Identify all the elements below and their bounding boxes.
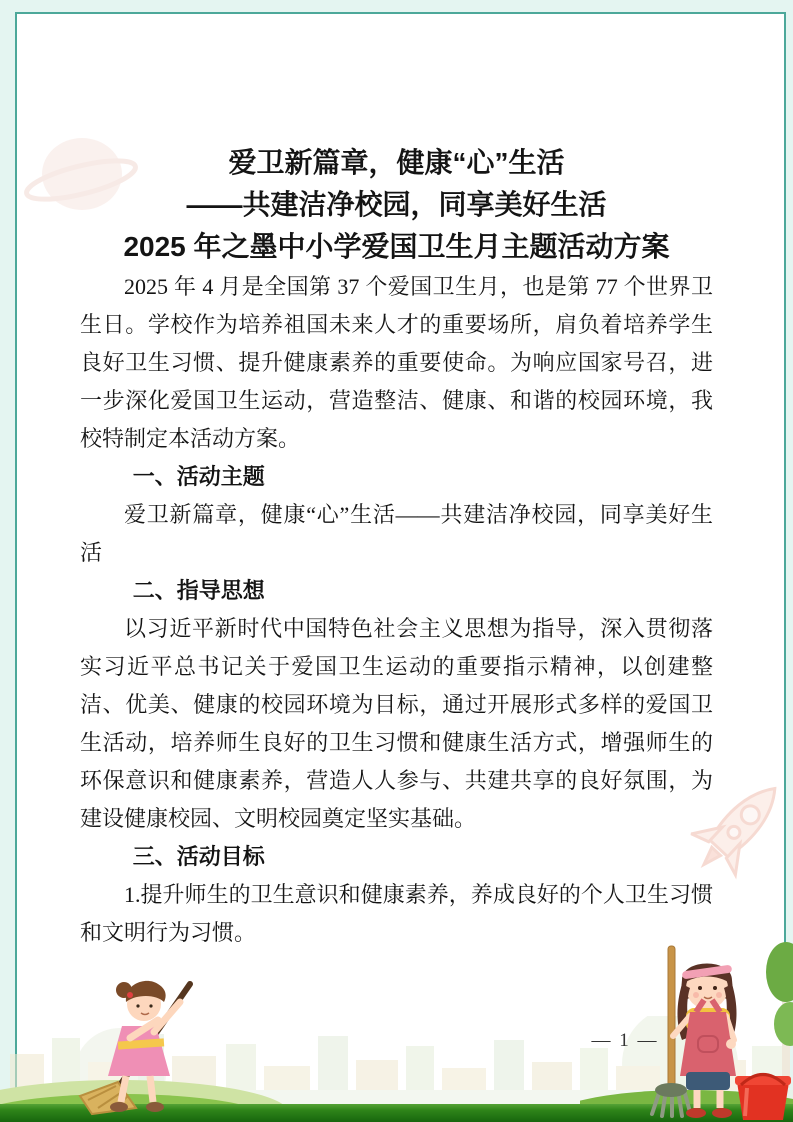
section-heading: 一、活动主题 [132, 464, 265, 489]
document-content [80, 0, 713, 952]
section-paragraph: 以习近平新时代中国特色社会主义思想为指导，深入贯彻落实习近平总书记关于爱国卫生运动的重要指示精神，以创建整洁、优美、健康的校园环境为目标，通过开展形式多样的爱国卫生活动，培养师生良好的卫生习惯和健康生活方式，增强师生的环保意识和健康素养，营造人人参与、共建共享的良好氛围，为建设健康校园、文明校园奠定坚实基础。 [80, 616, 713, 831]
sections [80, 458, 713, 952]
section-heading: 三、活动目标 [132, 844, 265, 869]
document-title [80, 142, 713, 268]
section-paragraph: 爱卫新篇章，健康“心”生活——共建洁净校园，同享美好生活 [80, 502, 713, 565]
girl-sweeping-illustration [18, 968, 268, 1122]
section-heading: 二、指导思想 [132, 578, 265, 603]
section-paragraph: 1.提升师生的卫生意识和健康素养，养成良好的个人卫生习惯和文明行为习惯。 [80, 882, 713, 945]
title-line-1: 爱卫新篇章，健康“心”生活 [228, 147, 565, 178]
red-bucket-illustration [733, 1070, 793, 1122]
title-line-3: 2025 年之墨中小学爱国卫生月主题活动方案 [123, 231, 670, 262]
title-line-2: ——共建洁净校园，同享美好生活 [186, 189, 607, 220]
page-number: — 1 — [591, 1030, 659, 1051]
intro-paragraph: 2025 年 4 月是全国第 37 个爱国卫生月，也是第 77 个世界卫生日。学校作为培养祖国未来人才的重要场所，肩负着培养学生良好卫生习惯、提升健康素养的重要使命。为响应国家号召，进一步深化爱国卫生运动，营造整洁、健康、和谐的校园环境，我校特制定本活动方案。 [80, 274, 713, 451]
